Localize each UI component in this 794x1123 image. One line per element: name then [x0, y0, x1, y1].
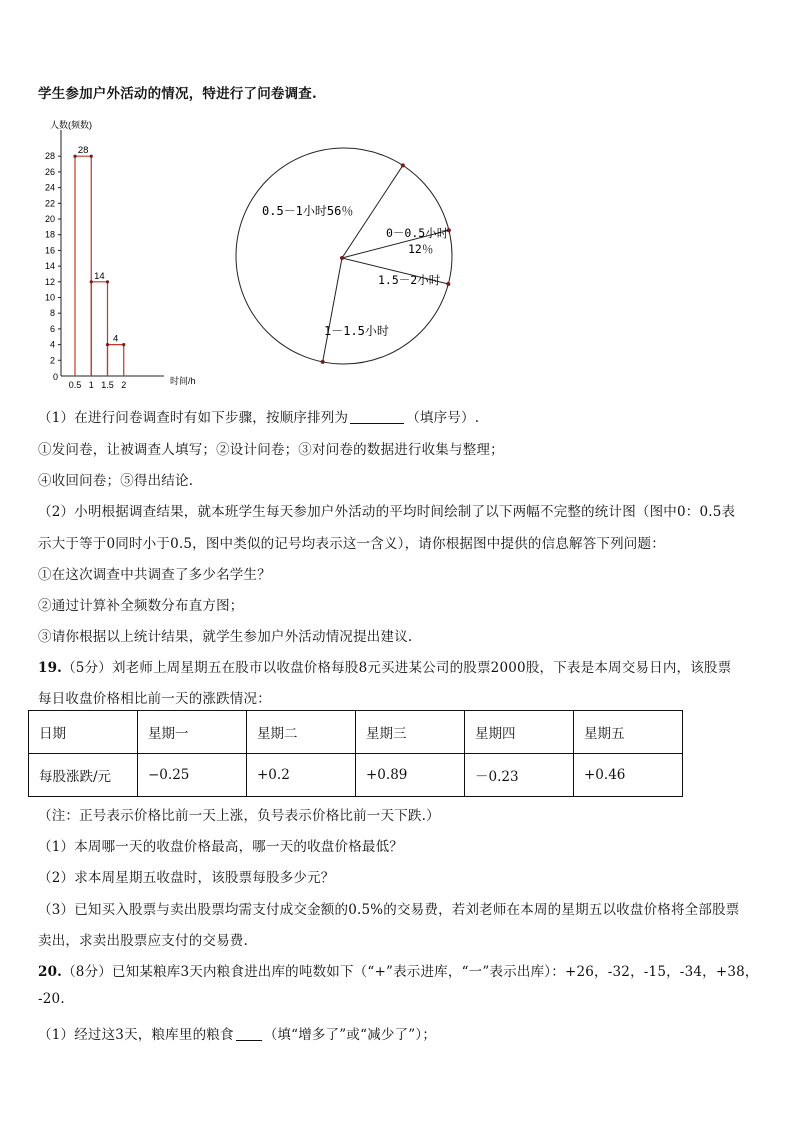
- q19-part2: （2）求本周星期五收盘时，该股票每股多少元？: [38, 870, 335, 886]
- table-cell: +0.89: [356, 754, 465, 797]
- q19-line1: [38, 656, 731, 676]
- pie-boundary-dot: [321, 360, 325, 364]
- pie-boundary-dot: [401, 163, 405, 167]
- x-tick-label: 1: [88, 380, 94, 390]
- table-row-header: [29, 711, 683, 754]
- q20-part1: [38, 1023, 436, 1043]
- pie-label-1-15: 1－1.5小时: [324, 324, 389, 338]
- table-cell: +0.46: [574, 754, 683, 797]
- q20-line2: -20.: [38, 991, 65, 1007]
- q2-sub1: ①在这次调查中共调查了多少名学生？: [38, 567, 271, 583]
- q2-line2: 示大于等于0同时小于0.5，图中类似的记号均表示这一含义），请你根据图中提供的信息解答下列问题：: [38, 536, 665, 552]
- pie-label-15-2: 1.5－2小时: [378, 273, 441, 287]
- q2-line1: （2）小明根据调查结果，就本班学生每天参加户外活动的平均时间绘制了以下两幅不完整的统计图（图中0：0.5表: [38, 504, 736, 520]
- pie-boundary-dot: [446, 282, 450, 286]
- pie-label-05-1: 0.5－1小时56％: [262, 204, 354, 218]
- q20-part1-suffix: （填“增多了”或“减少了”）；: [263, 1027, 437, 1043]
- table-cell: +0.2: [247, 754, 356, 797]
- y-tick-label: 14: [44, 261, 55, 272]
- q19-note: （注：正号表示价格比前一天上涨，负号表示价格比前一天下跌.）: [38, 808, 440, 824]
- stock-change-table: [28, 710, 683, 797]
- y-tick-label: 26: [44, 166, 55, 177]
- y-tick-label: 4: [49, 339, 55, 350]
- pie-slice-divider: [323, 258, 342, 362]
- q19-part1: （1）本周哪一天的收盘价格最高，哪一天的收盘价格最低？: [38, 839, 403, 855]
- frequency-histogram: [36, 114, 216, 394]
- y-tick-label: 28: [44, 151, 55, 162]
- x-tick-label: 1.5: [101, 380, 114, 390]
- table-cell: －0.23: [465, 754, 574, 797]
- table-header-cell: 星期四: [465, 711, 574, 754]
- bar-corner-dot: [90, 280, 93, 283]
- pie-center-dot: [340, 256, 344, 260]
- table-header-cell: 星期五: [574, 711, 683, 754]
- table-header-cell: 星期一: [138, 711, 247, 754]
- y-tick-label: 12: [44, 276, 55, 287]
- x-tick-label: 0.5: [68, 380, 82, 390]
- bar-corner-dot: [106, 343, 109, 346]
- q1-steps-line1: ①发问卷，让被调查人填写；②设计问卷；③对问卷的数据进行收集与整理；: [38, 442, 504, 458]
- histogram-bar: [108, 345, 124, 376]
- y-tick-label: 16: [44, 245, 55, 256]
- y-tick-label: 8: [49, 308, 55, 319]
- y-tick-label: 20: [44, 214, 55, 224]
- q19-line2: 每日收盘价格相比前一天的涨跌情况：: [38, 691, 271, 707]
- y-tick-label: 2: [49, 355, 55, 366]
- histogram-bar: [75, 156, 91, 376]
- q19-part3-line1: （3）已知买入股票与卖出股票均需支付成交金额的0.5%的交易费，若刘老师在本周的星期五以收盘价格将全部股票: [38, 902, 740, 918]
- histogram-y-label: 人数(频数): [50, 120, 92, 130]
- y-tick-label: 24: [44, 182, 55, 193]
- table-cell: −0.25: [138, 754, 247, 797]
- q20-line1: [38, 960, 759, 980]
- bar-corner-dot: [90, 155, 93, 158]
- bar-corner-dot: [106, 280, 109, 283]
- pie-label-0-05-percent: 12％: [408, 242, 434, 256]
- q1-prefix: （1）在进行问卷调查时有如下步骤，按顺序排列为: [38, 410, 349, 426]
- q2-sub2: ②通过计算补全频数分布直方图；: [38, 598, 244, 614]
- q20-part1-prefix: （1）经过这3天，粮库里的粮食: [38, 1027, 234, 1043]
- q19-number: 19.: [38, 660, 63, 676]
- pie-label-0-05: 0－0.5小时: [386, 226, 449, 240]
- q1-suffix: （填序号）.: [406, 410, 480, 426]
- bar-value-label: 28: [77, 145, 89, 157]
- pie-chart: [228, 140, 468, 380]
- q1-line: [38, 406, 479, 426]
- q20-line1-text: （8分）已知某粮库3天内粮食进出库的吨数如下（“+”表示进库，“一”表示出库）：+26，-32，-15，-34，+38，: [62, 964, 759, 980]
- bar-value-label: 14: [94, 270, 105, 282]
- histogram-bar: [91, 282, 107, 376]
- q1-answer-blank[interactable]: [350, 423, 404, 424]
- x-tick-label: 2: [121, 380, 127, 390]
- intro-line: 学生参加户外活动的情况，特进行了问卷调查.: [38, 86, 317, 102]
- q1-steps-line2: ④收回问卷；⑤得出结论.: [38, 473, 194, 489]
- bar-corner-dot: [122, 343, 125, 346]
- y-tick-label: 10: [44, 292, 55, 303]
- histogram-origin-label: 0: [53, 372, 59, 382]
- table-row-label: 每股涨跌/元: [29, 754, 138, 797]
- histogram-x-label: 时间/h: [170, 376, 196, 386]
- y-tick-label: 22: [44, 198, 55, 209]
- y-tick-label: 6: [49, 323, 55, 334]
- table-row-values: [29, 754, 683, 797]
- q2-sub3: ③请你根据以上统计结果，就学生参加户外活动情况提出建议.: [38, 629, 413, 645]
- q20-number: 20.: [38, 964, 63, 980]
- q19-part3-line2: 卖出，求卖出股票应支付的交易费.: [38, 933, 248, 949]
- table-header-cell: 星期二: [247, 711, 356, 754]
- q19-line1-text: （5分）刘老师上周星期五在股市以收盘价格每股8元买进某公司的股票2000股，下表是本周交易日内，该股票: [62, 660, 732, 676]
- table-header-cell: 日期: [29, 711, 138, 754]
- bar-corner-dot: [73, 155, 76, 158]
- y-tick-label: 18: [44, 229, 55, 240]
- q20-answer-blank[interactable]: [236, 1040, 262, 1041]
- bar-value-label: 4: [112, 333, 119, 345]
- table-header-cell: 星期三: [356, 711, 465, 754]
